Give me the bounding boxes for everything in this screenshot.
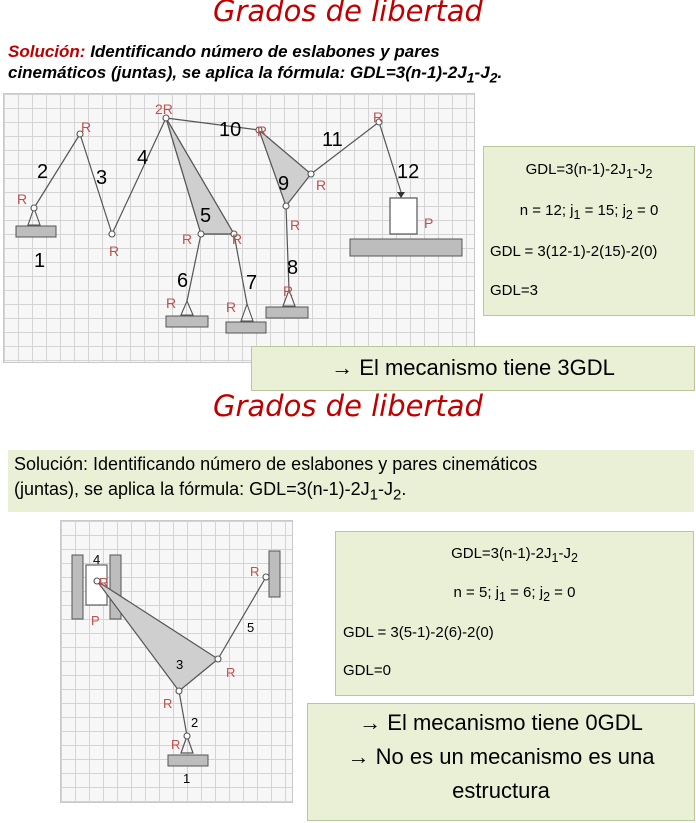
mechanism-diagram-1 <box>3 93 475 363</box>
link-number: 5 <box>200 205 212 227</box>
solution-label: Solución: <box>8 42 86 61</box>
ground-6 <box>166 316 208 327</box>
formula-line: $GDL=3(n-1)-2J_1-J_2$ <box>451 545 578 565</box>
subscript: 2 <box>489 70 498 87</box>
slide1-solution-text: Solución: Identificando número de eslabones y pares cinemáticos (juntas), se aplica la fórmula: $GDL=3(n-1)-2J_1-J_2$. <box>8 42 503 87</box>
joint-label: R <box>166 295 177 311</box>
slider-label: P <box>424 215 434 231</box>
ground-7 <box>226 322 266 333</box>
joint-label: R <box>316 177 327 193</box>
mechanism-diagram-2 <box>60 520 293 803</box>
formula-line: $GDL=3(n-1)-2J_1-J_2$ <box>525 161 653 181</box>
formula-values: n = 5; $j_1 = 6$; $j_2 = 0$ <box>453 584 576 604</box>
joint-label: R <box>257 123 268 139</box>
link-number: 7 <box>246 272 258 294</box>
link-number: 3 <box>176 657 184 672</box>
joint-label: R <box>17 191 28 207</box>
subscript: 1 <box>466 70 475 87</box>
link-number: 1 <box>183 771 191 786</box>
joint-label: R <box>283 283 294 299</box>
joint-label: R <box>226 299 237 315</box>
conclusion-box-1 <box>251 346 695 391</box>
formula-box-1 <box>483 146 695 316</box>
slide2-solution-text: Solución: Identificando número de eslabones y pares cinemáticos (juntas), se aplica la fórmula: $GDL=3(n-1)-2J_1-J_2$. <box>8 450 694 512</box>
link-number: 1 <box>34 250 46 272</box>
solution-line2: (juntas), se aplica la fórmula: GDL=3(n-1)-2J <box>14 479 370 499</box>
ground-right <box>269 551 280 597</box>
ground-bottom <box>168 755 208 766</box>
conclusion-line1: → El mecanismo tiene 0GDL <box>359 710 643 735</box>
formula-substitution: GDL = 3(12-1)-2(15)-2(0) <box>490 243 658 260</box>
joint-label: R <box>163 696 173 711</box>
joint-label: R <box>81 119 92 135</box>
joint-label: R <box>99 575 109 590</box>
formula-result: GDL=0 <box>343 662 391 679</box>
slide2-title: Grados de libertad <box>213 389 483 423</box>
joint-label: R <box>290 217 301 233</box>
formula-substitution: GDL = 3(5-1)-2(6)-2(0) <box>343 624 494 641</box>
link-number: 8 <box>287 257 299 279</box>
slider-label: P <box>91 613 100 628</box>
joint-label-2r: 2R <box>155 101 173 117</box>
link-number: 2 <box>191 715 199 730</box>
link-number: 4 <box>93 552 101 567</box>
ground-12 <box>350 239 462 256</box>
formula-values: n = 12; $j_1 = 15$; $j_2 = 0$ <box>519 202 659 222</box>
ground-8 <box>266 307 308 318</box>
link-3-triangle <box>97 581 218 691</box>
link-number: 3 <box>96 167 108 189</box>
joint-label: R <box>171 737 181 752</box>
link-number: 6 <box>177 270 189 292</box>
link-number: 11 <box>322 129 343 151</box>
joint-label: R <box>232 231 243 247</box>
conclusion-line3: estructura <box>452 778 550 803</box>
conclusion-text: → El mecanismo tiene 3GDL <box>331 355 615 380</box>
ground-1 <box>16 226 56 237</box>
formula-box-2 <box>335 531 694 696</box>
joint-label: R <box>226 665 236 680</box>
link-number: 12 <box>397 161 420 183</box>
slider-block <box>390 198 417 234</box>
joint-label: R <box>373 109 384 125</box>
solution-line1: Identificando número de eslabones y pares <box>90 42 440 61</box>
solution-line1: Solución: Identificando número de eslabones y pares cinemáticos <box>14 454 538 474</box>
mechanism-2-svg <box>61 521 292 802</box>
link-number: 10 <box>219 119 242 141</box>
link-number: 4 <box>137 147 149 169</box>
conclusion-line2: → No es un mecanismo es una <box>347 744 655 769</box>
joint-label: R <box>250 564 260 579</box>
mechanism-1-svg <box>4 94 474 362</box>
link-number: 2 <box>37 161 49 183</box>
joint-label: R <box>182 231 193 247</box>
link-number: 5 <box>247 620 255 635</box>
slide1-title: Grados de libertad <box>213 0 483 28</box>
conclusion-box-2 <box>307 703 695 821</box>
joint-label: R <box>109 243 120 259</box>
solution-line2: cinemáticos (juntas), se aplica la fórmula: GDL=3(n-1)-2J <box>8 63 467 82</box>
link-number: 9 <box>278 173 290 195</box>
formula-result: GDL=3 <box>490 282 538 299</box>
